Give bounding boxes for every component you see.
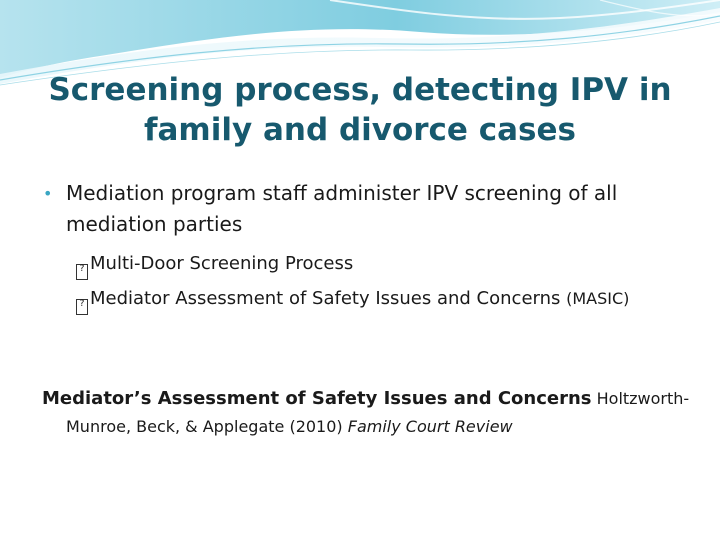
bullet-item [28,178,698,240]
citation-title: Mediator’s Assessment of Safety Issues and Concerns [42,388,592,409]
sub-bullet-item [28,281,698,316]
sub-bullet-item [28,246,698,281]
missing-glyph-box-icon: ? [76,299,88,315]
slide-title-line-1: Screening process, detecting IPV in [48,72,672,108]
citation [42,385,692,441]
citation-line-2 [42,413,692,441]
round-bullet-icon: • [43,184,53,203]
slide-title-line-2: family and divorce cases [144,112,576,149]
sub-bullet-text: Multi-Door Screening Process [90,253,354,274]
bullet-text: Mediation program staff administer IPV screening of all mediation parties [66,181,618,236]
bullet-list [28,178,698,316]
citation-authors-part-2: Munroe, Beck, & Applegate (2010) [66,417,348,436]
sub-bullet-text: Mediator Assessment of Safety Issues and Concerns [90,288,567,309]
citation-authors-part-1: Holtzworth- [591,389,690,408]
slide-title [40,70,680,151]
citation-journal: Family Court Review [347,417,513,436]
sub-bullet-abbreviation: (MASIC) [566,289,630,308]
missing-glyph-box-icon: ? [76,264,88,280]
